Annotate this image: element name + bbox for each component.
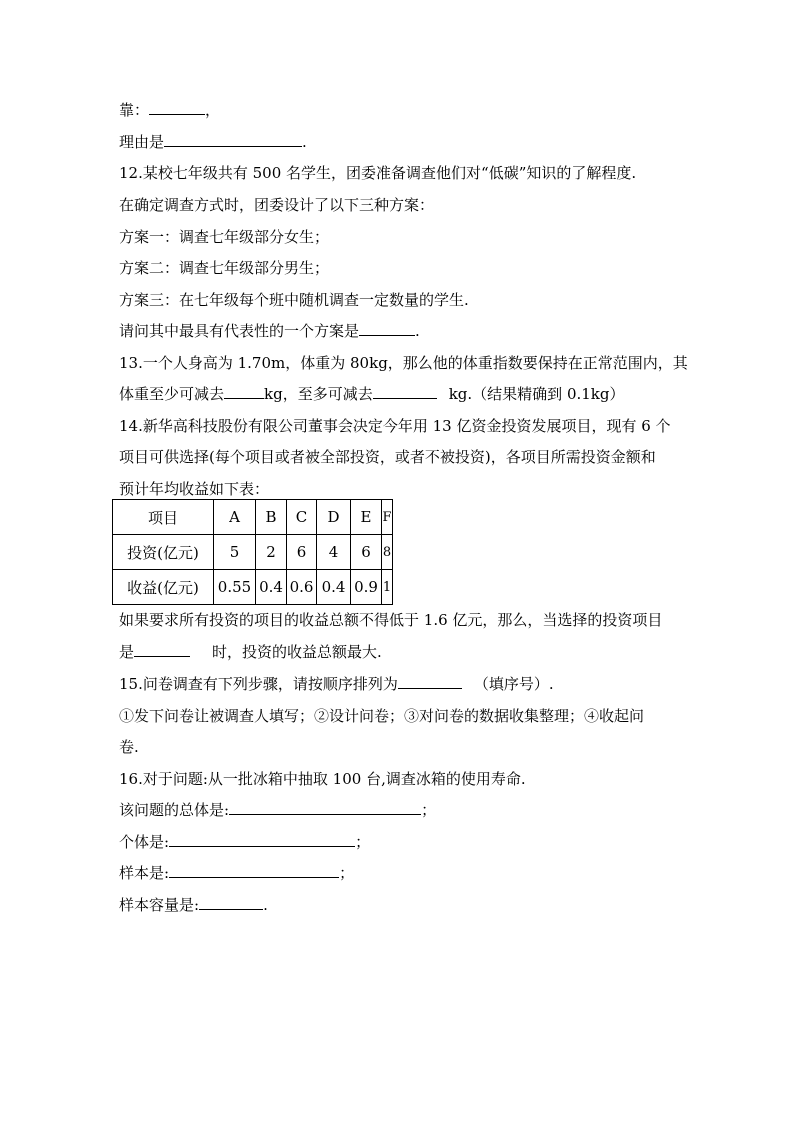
question-12-line: 12.某校七年级共有 500 名学生，团委准备调查他们对“低碳”知识的了解程度. — [119, 164, 637, 182]
answer-blank[interactable] — [359, 321, 415, 336]
answer-blank[interactable] — [169, 863, 339, 878]
line-text: . — [263, 896, 268, 914]
table-cell: 0.55 — [214, 570, 256, 605]
question-15-line: 卷. — [119, 738, 139, 756]
investment-table — [112, 499, 393, 605]
table-header-cell: 项目 — [113, 500, 214, 535]
table-cell: 5 — [214, 535, 256, 570]
line-text: 样本是: — [119, 864, 170, 882]
table-header-cell: E — [351, 500, 382, 535]
table-cell: 2 — [256, 535, 287, 570]
table-cell: 0.9 — [351, 570, 382, 605]
line-text: 靠： — [119, 101, 150, 119]
table-cell: 4 — [317, 535, 351, 570]
line-text: 请问其中最具有代表性的一个方案是 — [119, 322, 360, 340]
answer-blank[interactable] — [149, 100, 205, 115]
question-14-line: 如果要求所有投资的项目的收益总额不得低于 1.6 亿元，那么，当选择的投资项目 — [119, 611, 663, 629]
question-15-prompt — [119, 674, 554, 694]
question-16-line: 16.对于问题:从一批冰箱中抽取 100 台,调查冰箱的使用寿命. — [119, 770, 526, 788]
line-text: ； — [339, 864, 355, 882]
question-13-prompt — [119, 384, 625, 404]
table-header-cell: A — [214, 500, 256, 535]
question-16-prompt — [119, 895, 268, 915]
table-cell: 8 — [382, 535, 393, 570]
table-cell: 0.4 — [256, 570, 287, 605]
answer-line-2 — [119, 132, 307, 152]
line-text: ， — [205, 101, 221, 119]
line-text: （填序号）. — [473, 675, 554, 693]
line-text: 15.问卷调查有下列步骤，请按顺序排列为 — [119, 675, 398, 693]
table-cell: 收益(亿元) — [113, 570, 214, 605]
question-14-line: 预计年均收益如下表： — [119, 480, 270, 498]
answer-line-1 — [119, 100, 220, 120]
question-15-line: ①发下问卷让被调查人填写；②设计问卷；③对问卷的数据收集整理；④收起问 — [119, 707, 645, 725]
table-header-cell: F — [382, 500, 393, 535]
table-cell: 投资(亿元) — [113, 535, 214, 570]
table-header-cell: B — [256, 500, 287, 535]
table-row — [113, 570, 393, 605]
line-text: 时，投资的收益总额最大. — [212, 643, 382, 661]
line-text: kg，至多可减去 — [264, 385, 373, 403]
question-12-prompt — [119, 321, 420, 341]
question-14-line: 项目可供选择(每个项目或者被全部投资，或者不被投资)，各项目所需投资金额和 — [119, 448, 656, 466]
line-text: 体重至少可减去 — [119, 385, 225, 403]
question-16-prompt — [119, 863, 354, 883]
answer-blank[interactable] — [199, 895, 263, 910]
question-16-prompt — [119, 832, 370, 852]
question-16-prompt — [119, 800, 436, 820]
question-12-option: 方案一：调查七年级部分女生； — [119, 228, 330, 246]
question-12-option: 方案三：在七年级每个班中随机调查一定数量的学生. — [119, 291, 469, 309]
table-header-cell: D — [317, 500, 351, 535]
question-14-prompt — [119, 642, 382, 662]
line-text: 该问题的总体是: — [119, 801, 230, 819]
answer-blank[interactable] — [229, 800, 421, 815]
line-text: ； — [421, 801, 437, 819]
table-header-row — [113, 500, 393, 535]
answer-blank[interactable] — [224, 384, 264, 399]
question-13-line: 13.一个人身高为 1.70m，体重为 80kg，那么他的体重指数要保持在正常范围内，其 — [119, 354, 688, 372]
question-12-line: 在确定调查方式时，团委设计了以下三种方案： — [119, 196, 435, 214]
table-cell: 6 — [287, 535, 317, 570]
question-14-line: 14.新华高科技股份有限公司董事会决定今年用 13 亿资金投资发展项目，现有 6 个 — [119, 417, 671, 435]
line-text: 样本容量是: — [119, 896, 200, 914]
table-cell: 6 — [351, 535, 382, 570]
line-text: 理由是 — [119, 133, 165, 151]
line-text: . — [302, 133, 307, 151]
line-text: 个体是: — [119, 833, 170, 851]
table-cell: 0.6 — [287, 570, 317, 605]
answer-blank[interactable] — [134, 642, 190, 657]
line-text: 是 — [119, 643, 135, 661]
table-row — [113, 535, 393, 570]
answer-blank[interactable] — [398, 674, 462, 689]
table-header-cell: C — [287, 500, 317, 535]
answer-blank[interactable] — [164, 132, 302, 147]
line-text: kg.（结果精确到 0.1kg） — [448, 385, 625, 403]
line-text: . — [415, 322, 420, 340]
table-cell: 1 — [382, 570, 393, 605]
question-12-option: 方案二：调查七年级部分男生； — [119, 259, 330, 277]
answer-blank[interactable] — [169, 832, 355, 847]
table-cell: 0.4 — [317, 570, 351, 605]
line-text: ； — [355, 833, 371, 851]
answer-blank[interactable] — [373, 384, 437, 399]
